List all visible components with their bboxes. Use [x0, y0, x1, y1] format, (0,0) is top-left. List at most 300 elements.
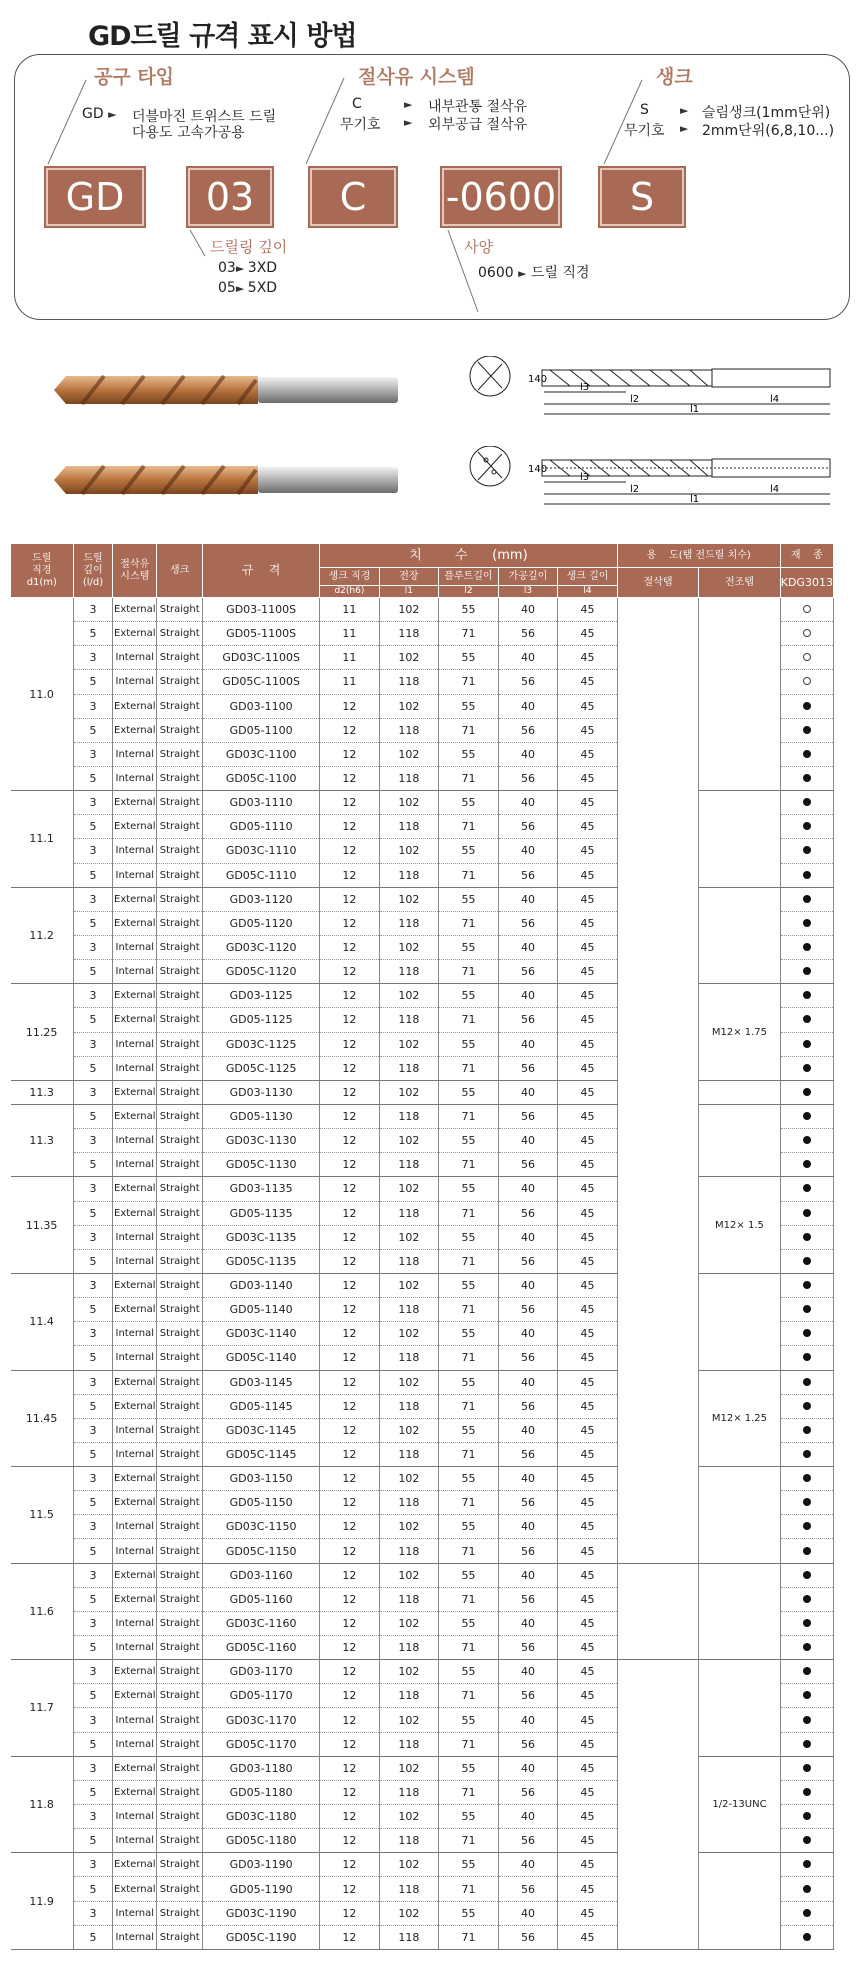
coolant-cell: External [113, 815, 157, 839]
depth-cell: 5 [73, 863, 113, 887]
shank-code-s: S [640, 102, 649, 118]
shank-dia-cell: 12 [320, 742, 380, 766]
form-tap-cell [699, 1853, 780, 1950]
spec-cell: GD03C-1100S [203, 646, 320, 670]
flute-len-cell: 71 [439, 911, 499, 935]
shank-cell: Straight [157, 670, 203, 694]
l1-label: l1 [690, 494, 700, 505]
shank-len-cell: 45 [558, 791, 618, 815]
grade-cell [780, 1684, 833, 1708]
work-depth-cell: 40 [498, 984, 558, 1008]
total-len-cell: 102 [379, 1032, 439, 1056]
spec-cell: GD03C-1130 [203, 1129, 320, 1153]
shank-cell: Straight [157, 1563, 203, 1587]
shank-len-cell: 45 [558, 766, 618, 790]
shank-cell: Straight [157, 1298, 203, 1322]
total-len-cell: 118 [379, 1346, 439, 1370]
shank-cell: Straight [157, 1249, 203, 1273]
shank-cell: Straight [157, 1467, 203, 1491]
filled-circle-icon [803, 1160, 811, 1168]
total-len-cell: 102 [379, 1273, 439, 1297]
code-box-shank: S [600, 168, 684, 226]
work-depth-cell: 56 [498, 815, 558, 839]
spec-heading: 사양 [464, 238, 493, 256]
col-grade: 재 종 [780, 544, 833, 568]
shank-len-cell: 45 [558, 960, 618, 984]
arrow-right-icon: ► [680, 104, 689, 117]
drill-internal-image [52, 450, 400, 510]
shank-len-cell: 45 [558, 646, 618, 670]
flute-len-cell: 71 [439, 1587, 499, 1611]
table-row [11, 1273, 834, 1297]
grade-cell [780, 1708, 833, 1732]
depth-cell: 3 [73, 1708, 113, 1732]
work-depth-cell: 56 [498, 1587, 558, 1611]
grade-cell [780, 1056, 833, 1080]
shank-dia-cell: 12 [320, 1515, 380, 1539]
depth-cell: 5 [73, 1587, 113, 1611]
work-depth-cell: 40 [498, 1418, 558, 1442]
shank-len-cell: 45 [558, 1370, 618, 1394]
total-len-cell: 102 [379, 1322, 439, 1346]
total-len-cell: 118 [379, 622, 439, 646]
depth-cell: 5 [73, 1925, 113, 1949]
coolant-cell: External [113, 1177, 157, 1201]
shank-len-cell: 45 [558, 1322, 618, 1346]
work-depth-cell: 40 [498, 1467, 558, 1491]
shank-cell: Straight [157, 1829, 203, 1853]
col-total-len-sub: l1 [379, 586, 439, 598]
coolant-cell: Internal [113, 1418, 157, 1442]
grade-cell [780, 1563, 833, 1587]
open-circle-icon [803, 653, 811, 661]
total-len-cell: 102 [379, 1563, 439, 1587]
shank-dia-cell: 12 [320, 1853, 380, 1877]
grade-cell [780, 718, 833, 742]
filled-circle-icon [803, 1064, 811, 1072]
shank-cell: Straight [157, 887, 203, 911]
work-depth-cell: 56 [498, 1732, 558, 1756]
shank-dia-cell: 12 [320, 1925, 380, 1949]
col-usage: 용 도(탭 전드릴 치수) [617, 544, 780, 568]
shank-cell: Straight [157, 1129, 203, 1153]
shank-dia-cell: 12 [320, 1056, 380, 1080]
grade-cell [780, 1418, 833, 1442]
spec-cell: GD03C-1135 [203, 1225, 320, 1249]
shank-len-cell: 45 [558, 1877, 618, 1901]
shank-cell: Straight [157, 1877, 203, 1901]
shank-dia-cell: 12 [320, 1153, 380, 1177]
shank-len-cell: 45 [558, 1153, 618, 1177]
flute-len-cell: 55 [439, 1708, 499, 1732]
coolant-cell: External [113, 1877, 157, 1901]
work-depth-cell: 56 [498, 1925, 558, 1949]
shank-len-cell: 45 [558, 718, 618, 742]
shank-cell: Straight [157, 1660, 203, 1684]
spec-cell: GD03C-1120 [203, 935, 320, 959]
filled-circle-icon [803, 967, 811, 975]
grade-cell [780, 1877, 833, 1901]
spec-cell: GD05C-1130 [203, 1153, 320, 1177]
coolant-cell: Internal [113, 839, 157, 863]
depth-cell: 5 [73, 1394, 113, 1418]
diameter-cell: 11.2 [11, 887, 74, 984]
work-depth-cell: 40 [498, 646, 558, 670]
tool-type-heading: 공구 타입 [94, 66, 175, 88]
arrow-right-icon: ► [108, 108, 117, 121]
flute-len-cell: 71 [439, 1008, 499, 1032]
shank-dia-cell: 12 [320, 1563, 380, 1587]
grade-cell [780, 791, 833, 815]
coolant-cell: Internal [113, 1032, 157, 1056]
flute-len-cell: 71 [439, 1925, 499, 1949]
code-box-coolant: C [310, 168, 396, 226]
shank-dia-cell: 12 [320, 1032, 380, 1056]
filled-circle-icon [803, 943, 811, 951]
total-len-cell: 118 [379, 960, 439, 984]
col-grade-name: KDG3013 [780, 568, 833, 598]
total-len-cell: 118 [379, 1008, 439, 1032]
coolant-cell: Internal [113, 1442, 157, 1466]
col-flute-len-sub: l2 [439, 586, 499, 598]
total-len-cell: 102 [379, 1901, 439, 1925]
shank-dia-cell: 11 [320, 670, 380, 694]
work-depth-cell: 56 [498, 1829, 558, 1853]
work-depth-cell: 40 [498, 1563, 558, 1587]
total-len-cell: 118 [379, 1539, 439, 1563]
flute-len-cell: 71 [439, 1153, 499, 1177]
coolant-cell: Internal [113, 1901, 157, 1925]
work-depth-cell: 40 [498, 839, 558, 863]
grade-cell [780, 1636, 833, 1660]
col-work-depth: 가공깊이 [498, 568, 558, 586]
total-len-cell: 118 [379, 1877, 439, 1901]
total-len-cell: 102 [379, 984, 439, 1008]
shank-cell: Straight [157, 1225, 203, 1249]
depth-cell: 5 [73, 815, 113, 839]
depth-cell: 3 [73, 1177, 113, 1201]
filled-circle-icon [803, 1281, 811, 1289]
shank-len-cell: 45 [558, 1636, 618, 1660]
work-depth-cell: 40 [498, 1901, 558, 1925]
work-depth-cell: 40 [498, 1660, 558, 1684]
spec-cell: GD03-1110 [203, 791, 320, 815]
grade-cell [780, 960, 833, 984]
flute-len-cell: 55 [439, 1756, 499, 1780]
flute-len-cell: 55 [439, 598, 499, 622]
grade-cell [780, 839, 833, 863]
spec-table [10, 543, 834, 1950]
shank-dia-cell: 12 [320, 1829, 380, 1853]
coolant-cell: External [113, 791, 157, 815]
coolant-cell: External [113, 694, 157, 718]
coolant-cell: External [113, 911, 157, 935]
flute-len-cell: 71 [439, 863, 499, 887]
coolant-cell: Internal [113, 742, 157, 766]
total-len-cell: 102 [379, 1515, 439, 1539]
table-row [11, 1563, 834, 1587]
depth-cell: 5 [73, 1008, 113, 1032]
total-len-cell: 118 [379, 863, 439, 887]
spec-cell: GD03-1150 [203, 1467, 320, 1491]
shank-dia-cell: 12 [320, 791, 380, 815]
col-dimensions: 치 수 (mm) [320, 544, 618, 568]
total-len-cell: 118 [379, 1684, 439, 1708]
filled-circle-icon [803, 871, 811, 879]
filled-circle-icon [803, 1619, 811, 1627]
grade-cell [780, 694, 833, 718]
form-tap-cell: M12× 1.75 [699, 984, 780, 1081]
work-depth-cell: 40 [498, 1853, 558, 1877]
flute-len-cell: 55 [439, 1611, 499, 1635]
depth-cell: 5 [73, 960, 113, 984]
shank-dia-cell: 12 [320, 1732, 380, 1756]
grade-cell [780, 1853, 833, 1877]
grade-cell [780, 1129, 833, 1153]
grade-cell [780, 935, 833, 959]
flute-len-cell: 71 [439, 815, 499, 839]
shank-len-cell: 45 [558, 1032, 618, 1056]
depth-cell: 3 [73, 1273, 113, 1297]
spec-cell: GD03-1140 [203, 1273, 320, 1297]
filled-circle-icon [803, 750, 811, 758]
coolant-cell: External [113, 1587, 157, 1611]
shank-len-cell: 45 [558, 1273, 618, 1297]
work-depth-cell: 56 [498, 1201, 558, 1225]
grade-cell [780, 1032, 833, 1056]
total-len-cell: 118 [379, 1104, 439, 1128]
work-depth-cell: 40 [498, 791, 558, 815]
shank-len-cell: 45 [558, 1805, 618, 1829]
filled-circle-icon [803, 1860, 811, 1868]
coolant-cell: Internal [113, 670, 157, 694]
l2-label: l2 [630, 394, 640, 405]
depth-code-03: 03► 3XD [218, 260, 278, 276]
coolant-cell: External [113, 718, 157, 742]
shank-len-cell: 45 [558, 839, 618, 863]
grade-cell [780, 1491, 833, 1515]
filled-circle-icon [803, 1885, 811, 1893]
spec-cell: GD03-1100S [203, 598, 320, 622]
depth-cell: 3 [73, 742, 113, 766]
filled-circle-icon [803, 1426, 811, 1434]
shank-len-cell: 45 [558, 1104, 618, 1128]
grade-cell [780, 1925, 833, 1949]
shank-len-cell: 45 [558, 1587, 618, 1611]
coolant-cell: External [113, 984, 157, 1008]
shank-len-cell: 45 [558, 598, 618, 622]
grade-cell [780, 1467, 833, 1491]
flute-len-cell: 55 [439, 839, 499, 863]
shank-dia-cell: 12 [320, 935, 380, 959]
table-row [11, 1756, 834, 1780]
spec-cell: GD03C-1170 [203, 1708, 320, 1732]
shank-len-cell: 45 [558, 1732, 618, 1756]
depth-cell: 5 [73, 1104, 113, 1128]
flute-len-cell: 55 [439, 742, 499, 766]
grade-cell [780, 1153, 833, 1177]
code-box-tool-type: GD [46, 168, 144, 226]
depth-cell: 3 [73, 1032, 113, 1056]
depth-cell: 3 [73, 1853, 113, 1877]
shank-dia-cell: 12 [320, 1104, 380, 1128]
spec-cell: GD05C-1150 [203, 1539, 320, 1563]
grade-cell [780, 1780, 833, 1804]
total-len-cell: 118 [379, 1298, 439, 1322]
shank-cell: Straight [157, 1322, 203, 1346]
table-row [11, 791, 834, 815]
coolant-cell: External [113, 1370, 157, 1394]
shank-cell: Straight [157, 1370, 203, 1394]
shank-dia-cell: 12 [320, 1587, 380, 1611]
work-depth-cell: 56 [498, 718, 558, 742]
coolant-cell: External [113, 1660, 157, 1684]
shank-dia-cell: 12 [320, 1636, 380, 1660]
filled-circle-icon [803, 1836, 811, 1844]
spec-cell: GD03-1160 [203, 1563, 320, 1587]
work-depth-cell: 56 [498, 1780, 558, 1804]
shank-dia-cell: 12 [320, 1418, 380, 1442]
total-len-cell: 102 [379, 887, 439, 911]
shank-len-cell: 45 [558, 742, 618, 766]
depth-cell: 3 [73, 1805, 113, 1829]
work-depth-cell: 40 [498, 1756, 558, 1780]
tool-type-desc1: 더블마진 트위스트 드릴 [132, 109, 277, 125]
coolant-cell: External [113, 1394, 157, 1418]
work-depth-cell: 40 [498, 1129, 558, 1153]
col-form-tap: 전조탭 [699, 568, 780, 598]
filled-circle-icon [803, 1909, 811, 1917]
l2-label: l2 [630, 484, 640, 495]
shank-dia-cell: 12 [320, 1708, 380, 1732]
shank-len-cell: 45 [558, 1442, 618, 1466]
legend-connector-lines [0, 0, 860, 330]
shank-cell: Straight [157, 1177, 203, 1201]
spec-cell: GD03-1180 [203, 1756, 320, 1780]
shank-len-cell: 45 [558, 1925, 618, 1949]
shank-len-cell: 45 [558, 1684, 618, 1708]
shank-cell: Straight [157, 1515, 203, 1539]
shank-len-cell: 45 [558, 1780, 618, 1804]
filled-circle-icon [803, 1450, 811, 1458]
total-len-cell: 102 [379, 1756, 439, 1780]
shank-cell: Straight [157, 791, 203, 815]
total-len-cell: 102 [379, 1080, 439, 1104]
depth-cell: 5 [73, 718, 113, 742]
shank-cell: Straight [157, 1080, 203, 1104]
grade-cell [780, 1298, 833, 1322]
work-depth-cell: 40 [498, 1322, 558, 1346]
work-depth-cell: 40 [498, 935, 558, 959]
form-tap-cell [699, 1104, 780, 1176]
spec-cell: GD05C-1110 [203, 863, 320, 887]
total-len-cell: 118 [379, 1780, 439, 1804]
shank-len-cell: 45 [558, 1491, 618, 1515]
shank-dia-cell: 12 [320, 1901, 380, 1925]
grade-cell [780, 863, 833, 887]
grade-cell [780, 984, 833, 1008]
spec-cell: GD05C-1125 [203, 1056, 320, 1080]
depth-cell: 3 [73, 1080, 113, 1104]
shank-cell: Straight [157, 1153, 203, 1177]
filled-circle-icon [803, 1040, 811, 1048]
work-depth-cell: 56 [498, 1684, 558, 1708]
grade-cell [780, 911, 833, 935]
grade-cell [780, 1829, 833, 1853]
arrow-right-icon: ► [404, 98, 413, 111]
shank-cell: Straight [157, 1901, 203, 1925]
shank-cell: Straight [157, 1539, 203, 1563]
coolant-cell: Internal [113, 1805, 157, 1829]
diameter-cell: 11.6 [11, 1563, 74, 1660]
shank-dia-cell: 12 [320, 863, 380, 887]
work-depth-cell: 40 [498, 1273, 558, 1297]
depth-cell: 5 [73, 1346, 113, 1370]
shank-dia-cell: 12 [320, 911, 380, 935]
spec-cell: GD03C-1100 [203, 742, 320, 766]
spec-cell: GD05C-1100 [203, 766, 320, 790]
depth-cell: 5 [73, 1684, 113, 1708]
shank-desc-s: 슬림생크(1mm단위) [702, 105, 831, 121]
flute-len-cell: 55 [439, 1129, 499, 1153]
shank-len-cell: 45 [558, 1346, 618, 1370]
shank-len-cell: 45 [558, 1056, 618, 1080]
work-depth-cell: 56 [498, 1491, 558, 1515]
flute-len-cell: 71 [439, 1056, 499, 1080]
total-len-cell: 102 [379, 1805, 439, 1829]
shank-cell: Straight [157, 839, 203, 863]
l1-label: l1 [690, 404, 700, 415]
diameter-cell: 11.3 [11, 1104, 74, 1176]
filled-circle-icon [803, 1088, 811, 1096]
flute-len-cell: 55 [439, 935, 499, 959]
drill-external-image [52, 360, 400, 420]
coolant-cell: Internal [113, 1515, 157, 1539]
col-spec: 규 격 [203, 544, 320, 598]
flute-len-cell: 71 [439, 1780, 499, 1804]
grade-cell [780, 1611, 833, 1635]
grade-cell [780, 1201, 833, 1225]
depth-cell: 3 [73, 1515, 113, 1539]
table-row [11, 598, 834, 622]
col-shank-dia-sub: d2(h6) [320, 586, 380, 598]
total-len-cell: 102 [379, 1611, 439, 1635]
depth-cell: 3 [73, 694, 113, 718]
flute-len-cell: 71 [439, 670, 499, 694]
filled-circle-icon [803, 1716, 811, 1724]
flute-len-cell: 71 [439, 1249, 499, 1273]
table-row [11, 1467, 834, 1491]
shank-dia-cell: 12 [320, 839, 380, 863]
work-depth-cell: 56 [498, 670, 558, 694]
grade-cell [780, 622, 833, 646]
depth-cell: 5 [73, 1056, 113, 1080]
filled-circle-icon [803, 1112, 811, 1120]
spec-cell: GD03-1120 [203, 887, 320, 911]
filled-circle-icon [803, 1522, 811, 1530]
filled-circle-icon [803, 1571, 811, 1579]
depth-cell: 3 [73, 887, 113, 911]
depth-heading: 드릴링 깊이 [210, 238, 288, 256]
table-row [11, 1080, 834, 1104]
coolant-cell: Internal [113, 935, 157, 959]
shank-dia-cell: 12 [320, 1539, 380, 1563]
shank-dia-cell: 12 [320, 984, 380, 1008]
total-len-cell: 102 [379, 1129, 439, 1153]
grade-cell [780, 1732, 833, 1756]
flute-len-cell: 71 [439, 1877, 499, 1901]
filled-circle-icon [803, 919, 811, 927]
